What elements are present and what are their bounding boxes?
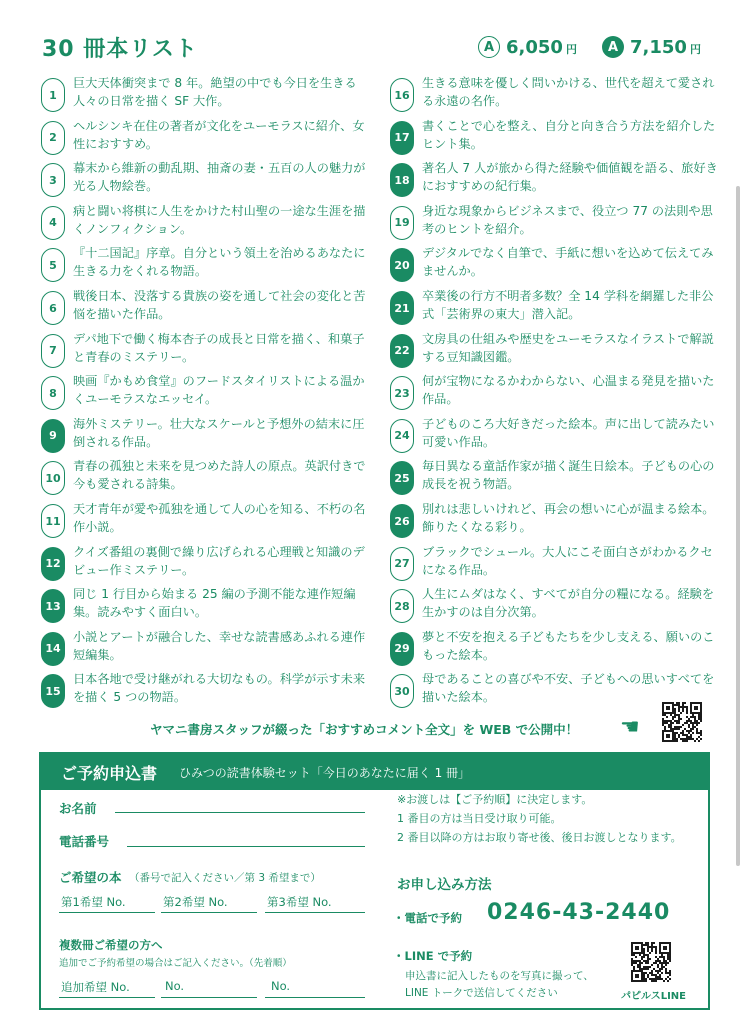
book-item bbox=[41, 628, 366, 670]
book-item bbox=[41, 500, 366, 542]
wish-label: ご希望の本 bbox=[59, 870, 122, 885]
pointing-hand-icon: ☚ bbox=[620, 715, 640, 740]
book-number: 18 bbox=[390, 163, 414, 197]
book-item bbox=[41, 74, 361, 116]
book-number: 17 bbox=[390, 121, 414, 155]
book-item bbox=[390, 500, 715, 542]
plan-a-badge: A bbox=[478, 36, 500, 58]
book-number: 2 bbox=[41, 121, 65, 155]
book-item bbox=[41, 670, 366, 712]
note-line: 2 番目以降の方はお取り寄せ後、後日お渡しとなります。 bbox=[397, 831, 682, 844]
book-description: 映画『かもめ食堂』のフードスタイリストによる温かくユーモラスなエッセイ。 bbox=[73, 374, 365, 407]
book-number: 13 bbox=[41, 589, 65, 623]
phone-method: ・電話で予約 bbox=[393, 911, 462, 925]
book-item bbox=[390, 372, 715, 414]
price-unit: 円 bbox=[689, 43, 701, 56]
book-number: 27 bbox=[390, 547, 414, 581]
book-number: 28 bbox=[390, 589, 414, 623]
book-description: 青春の孤独と未来を見つめた詩人の原点。英訳付きで今も愛される詩集。 bbox=[73, 459, 366, 492]
book-number: 7 bbox=[41, 334, 65, 368]
book-item bbox=[390, 585, 715, 627]
book-number: 24 bbox=[390, 419, 414, 453]
book-item bbox=[41, 415, 365, 457]
add3-field[interactable] bbox=[265, 997, 365, 998]
book-description: デジタルでなく自筆で、手紙に想いを込めて伝えてみませんか。 bbox=[422, 246, 714, 279]
book-number: 6 bbox=[41, 291, 65, 325]
book-number: 12 bbox=[41, 547, 65, 581]
book-description: ブラックでシュール。大人にこそ面白さがわかるクセになる作品。 bbox=[422, 544, 713, 577]
book-description: 何が宝物になるかわからない、心温まる発見を描いた作品。 bbox=[422, 374, 715, 407]
add3-label: No. bbox=[271, 979, 291, 993]
book-item bbox=[390, 202, 713, 244]
book-description: 幕末から維新の動乱期、抽斎の妻・五百の人の魅力が光る人物絵巻。 bbox=[73, 161, 366, 194]
line-qr-code-icon[interactable] bbox=[631, 942, 671, 982]
book-number: 25 bbox=[390, 461, 414, 495]
book-description: 子どものころ大好きだった絵本。声に出して読みたい可愛い作品。 bbox=[422, 416, 715, 449]
multi-label: 複数冊ご希望の方へ bbox=[59, 938, 163, 952]
book-description: 日本各地で受け継がれる大切なもの。科学が示す未来を描く 5 つの物語。 bbox=[73, 672, 366, 705]
book-description: 海外ミステリー。壮大なスケールと予想外の結末に圧倒される作品。 bbox=[73, 416, 365, 449]
book-description: 毎日異なる童話作家が描く誕生日絵本。子どもの心の成長を祝う物語。 bbox=[422, 459, 715, 492]
method-title: お申し込み方法 bbox=[397, 877, 492, 893]
page-title: 30 冊本リスト bbox=[42, 37, 198, 62]
book-description: 文房具の仕組みや歴史をユーモラスなイラストで解説する豆知識図鑑。 bbox=[422, 331, 714, 364]
book-description: 著名人 7 人が旅から得た経験や価値観を語る、旅好きにおすすめの紀行集。 bbox=[422, 161, 718, 194]
book-description: 天才青年が愛や孤独を通して人の心を知る、不朽の名作小説。 bbox=[73, 502, 366, 534]
book-number: 20 bbox=[390, 248, 414, 282]
book-item bbox=[390, 159, 718, 201]
book-item bbox=[41, 585, 361, 627]
book-item bbox=[390, 74, 715, 116]
book-description: 戦後日本、没落する貴族の姿を通して社会の変化と苦悩を描いた作品。 bbox=[73, 289, 366, 321]
note-line: ※お渡しは【ご予約順】に決定します。 bbox=[397, 793, 593, 806]
price-amount: 6,050 bbox=[506, 36, 563, 58]
form-header bbox=[41, 754, 708, 790]
book-description: 巨大天体衝突まで 8 年。絶望の中でも今日を生きる人々の日常を描く SF 大作。 bbox=[73, 76, 357, 108]
book-description: 病と闘い将棋に人生をかけた村山聖の一途な生涯を描くノンフィクション。 bbox=[73, 203, 366, 236]
book-item bbox=[41, 159, 366, 201]
price-set-b bbox=[602, 36, 701, 58]
book-item bbox=[390, 117, 716, 159]
note-line: 1 番目の方は当日受け取り可能。 bbox=[397, 812, 562, 825]
book-number: 29 bbox=[390, 632, 414, 666]
wish2-label: 第2希望 No. bbox=[163, 895, 228, 909]
qr-code-icon[interactable] bbox=[662, 702, 702, 742]
book-description: 卒業後の行方不明者多数？全 14 学科を網羅した非公式「芸術界の東大」潜入記。 bbox=[422, 289, 714, 321]
book-item bbox=[390, 628, 715, 670]
phone-label: 電話番号 bbox=[59, 834, 110, 849]
multi-note: 追加でご予約希望の場合はご記入ください。（先着順） bbox=[59, 958, 292, 969]
book-number: 19 bbox=[390, 206, 414, 240]
book-number: 1 bbox=[41, 78, 65, 112]
plan-b-badge: A bbox=[602, 36, 624, 58]
book-item bbox=[390, 457, 715, 499]
book-item bbox=[41, 372, 365, 414]
book-description: 同じ 1 行目から始まる 25 編の予測不能な連作短編集。読みやすく面白い。 bbox=[73, 587, 356, 620]
line-method: ・LINE で予約 bbox=[393, 949, 473, 963]
book-item bbox=[41, 244, 366, 286]
delivery-notes bbox=[397, 790, 682, 847]
price-amount: 7,150 bbox=[630, 36, 687, 58]
phone-field[interactable] bbox=[127, 846, 365, 847]
book-number: 8 bbox=[41, 376, 65, 410]
book-item bbox=[41, 117, 365, 159]
name-field[interactable] bbox=[115, 812, 365, 813]
book-description: 夢と不安を抱える子どもたちを少し支える、願いのこもった絵本。 bbox=[422, 629, 715, 662]
book-item bbox=[390, 415, 715, 457]
price-unit: 円 bbox=[565, 43, 577, 56]
book-number: 11 bbox=[41, 504, 65, 538]
book-item bbox=[41, 457, 366, 499]
wish3-label: 第3希望 No. bbox=[267, 895, 332, 909]
add2-label: No. bbox=[165, 979, 185, 993]
book-description: 生きる意味を優しく問いかける、世代を超えて愛される永遠の名作。 bbox=[422, 76, 715, 108]
name-label: お名前 bbox=[59, 801, 97, 816]
book-number: 5 bbox=[41, 248, 65, 282]
book-description: 人生にムダはなく、すべてが自分の糧になる。経験を生かすのは自分次第。 bbox=[422, 587, 715, 620]
book-item bbox=[390, 543, 713, 585]
phone-number[interactable]: 0246-43-2440 bbox=[487, 900, 671, 925]
wish-note: （番号で記入ください／第 3 希望まで） bbox=[129, 872, 321, 884]
book-number: 21 bbox=[390, 291, 414, 325]
add1-label: 追加希望 No. bbox=[61, 980, 130, 994]
book-description: 『十二国記』序章。自分という領土を治めるあなたに生きる力をくれる物語。 bbox=[73, 246, 366, 279]
book-item bbox=[41, 287, 366, 329]
book-item bbox=[41, 330, 365, 372]
scrollbar[interactable] bbox=[736, 186, 740, 866]
line-note-2: LINE トークで送信してください bbox=[405, 987, 558, 999]
book-description: 小説とアートが融合した、幸せな読書感あふれる連作短編集。 bbox=[73, 629, 366, 662]
form-subtitle: ひみつの読書体験セット「今日のあなたに届く 1 冊」 bbox=[179, 765, 471, 780]
book-number: 9 bbox=[41, 419, 65, 453]
book-number: 22 bbox=[390, 334, 414, 368]
web-notice: ヤマニ書房スタッフが綴った「おすすめコメント全文」を WEB で公開中！ bbox=[150, 722, 579, 737]
book-item bbox=[41, 543, 365, 585]
reservation-form bbox=[39, 752, 710, 1010]
book-description: 身近な現象からビジネスまで、役立つ 77 の法則や思考のヒントを紹介。 bbox=[422, 203, 713, 236]
book-description: 書くことで心を整え、自分と向き合う方法を紹介したヒント集。 bbox=[422, 118, 716, 151]
book-description: クイズ番組の裏側で繰り広げられる心理戦と知識のデビュー作ミステリー。 bbox=[73, 544, 365, 577]
book-number: 14 bbox=[41, 632, 65, 666]
book-number: 3 bbox=[41, 163, 65, 197]
wish1-field[interactable] bbox=[59, 912, 155, 913]
wish1-label: 第1希望 No. bbox=[61, 895, 126, 909]
book-number: 10 bbox=[41, 461, 65, 495]
qr-caption: パピルスLINE bbox=[621, 991, 686, 1002]
book-number: 30 bbox=[390, 674, 414, 708]
wish2-field[interactable] bbox=[161, 912, 257, 913]
book-number: 26 bbox=[390, 504, 414, 538]
book-item bbox=[390, 244, 714, 286]
book-description: ヘルシンキ在住の著者が文化をユーモラスに紹介、女性におすすめ。 bbox=[73, 118, 365, 151]
form-title: ご予約申込書 bbox=[61, 763, 158, 783]
line-note-1: 申込書に記入したものを写真に撮って、 bbox=[405, 970, 594, 982]
book-number: 4 bbox=[41, 206, 65, 240]
book-item bbox=[390, 287, 714, 329]
price-set-a bbox=[478, 36, 577, 58]
add2-field[interactable] bbox=[161, 997, 257, 998]
book-item bbox=[41, 202, 366, 244]
book-description: 母であることの喜びや不安、子どもへの思いすべてを描いた絵本。 bbox=[422, 672, 715, 705]
wish3-field[interactable] bbox=[265, 912, 365, 913]
book-description: 別れは悲しいけれど、再会の想いに心が温まる絵本。飾りたくなる彩り。 bbox=[422, 502, 715, 534]
book-description: デパ地下で働く梅本杏子の成長と日常を描く、和菓子と青春のミステリー。 bbox=[73, 331, 365, 364]
add1-field[interactable] bbox=[59, 997, 155, 998]
book-number: 23 bbox=[390, 376, 414, 410]
book-number: 15 bbox=[41, 674, 65, 708]
book-item bbox=[390, 330, 714, 372]
book-number: 16 bbox=[390, 78, 414, 112]
